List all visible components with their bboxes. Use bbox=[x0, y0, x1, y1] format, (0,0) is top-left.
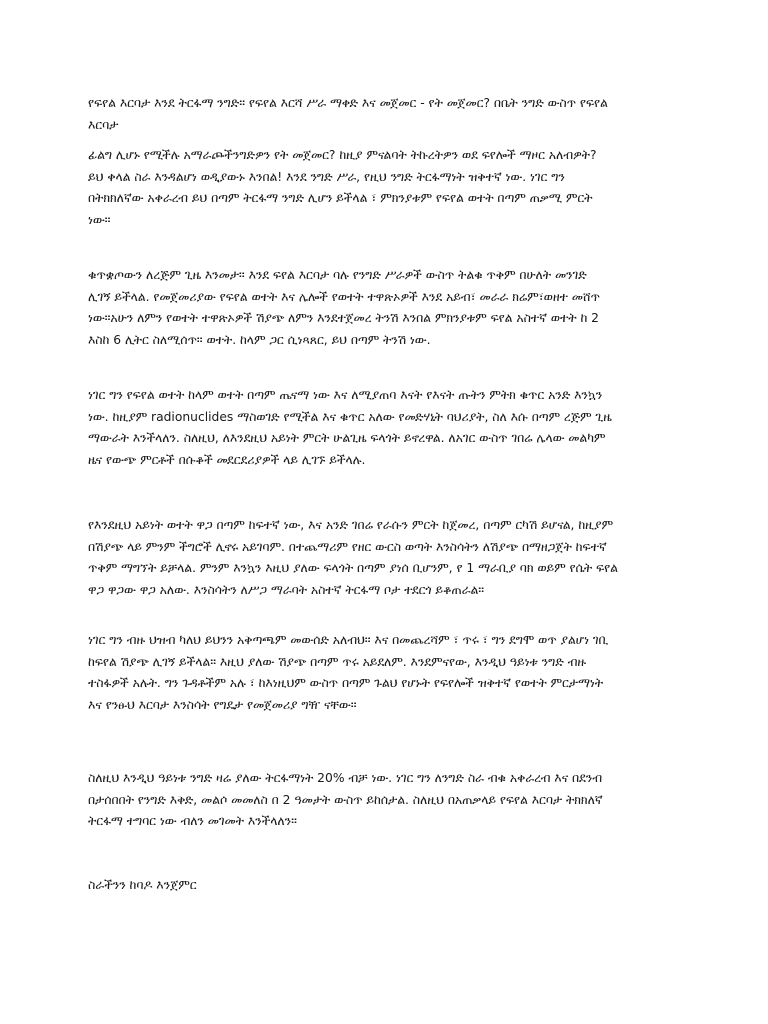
paragraph-price bbox=[88, 515, 688, 601]
paragraph-line: ማውራት እንችላለን. ስለዚህ, ለእንደዚህ አይነት ምርት ሁልጊዜ ፍላጎት ይኖረዋል. ለአገር ውስጥ ገበሬ ሌላው መልካም bbox=[88, 431, 606, 445]
paragraph-line: በትክክለኛው አቀራረብ ይህ በጣም ትርፋማ ንግድ ሊሆን ይችላል ፣ ምክንያቱም የፍየል ወተት በጣም ጠቃሚ ምርት bbox=[88, 191, 593, 205]
paragraph-line: እስከ 6 ሊትር ስለሚሰጥ። ወተት. ከላም ጋር ሲነጻጸር, ይህ በጣም ትንሽ ነው. bbox=[88, 332, 431, 347]
paragraph-health bbox=[88, 385, 688, 471]
paragraph-line: ተስፋዎች አሉት. ግን ጉዳቶችም አሉ ፣ ከእነዚህም ውስጥ በጣም ጉልህ የሆኑት የፍየሎች ዝቅተኛ የወተት ምርታማነት bbox=[88, 676, 604, 690]
paragraph-line: ነገር ግን ብዙ ህዝብ ካለህ ይህንን አቅጣጫም መውሰድ አለብህ። እና በመጨረሻም ፣ ጥሩ ፣ ግን ደግሞ ወጥ ያልሆነ ገቢ bbox=[88, 633, 609, 647]
paragraph-line: ሊገኝ ይችላል. የመጀመሪያው የፍየል ወተት እና ሌሎች የወተት ተዋጽኦዎች እንደ አይብ፣ መራራ ክሬም፣ወዘተ መሸጥ bbox=[88, 289, 600, 304]
paragraph-line: ትርፋማ ተግባር ነው ብለን መገመት እንችላለን። bbox=[88, 814, 297, 828]
paragraph-intro bbox=[88, 145, 688, 231]
paragraph-drawbacks bbox=[88, 630, 688, 716]
paragraph-line: በታሰበበት የንግድ እቅድ, መልሶ መመለስ በ 2 ዓመታት ውስጥ ይከሰታል. ስለዚህ በአጠቃላይ የፍየል እርባታ ትክክለኛ bbox=[88, 792, 603, 807]
paragraph-line: እርባታ bbox=[88, 117, 119, 132]
paragraph-line: ስለዚህ እንዲህ ዓይነቱ ንግድ ዛሬ ያለው ትርፋማነት 20% ብቻ ነው. ነገር ግን ለንግድ ስራ ብቁ አቀራረብ እና በደንብ bbox=[88, 771, 602, 785]
paragraph-profitability bbox=[88, 768, 688, 833]
paragraph-title bbox=[88, 93, 688, 136]
paragraph-line: ስራችንን ከባዶ እንጀምር bbox=[88, 878, 197, 892]
section-heading bbox=[88, 875, 688, 897]
paragraph-benefits bbox=[88, 265, 688, 351]
paragraph-line: ነው. ከዚያም radionuclides ማስወገድ የሚችል እና ቁጥር አለው የመድሃኒት ባህሪያት, ስለ እሱ በጣም ረጅም ጊዜ bbox=[88, 409, 612, 424]
paragraph-line: የፍየል እርባታ እንደ ትርፋማ ንግድ። የፍየል እርሻ ሥራ ማቀድ እና መጀመር - የት መጀመር? በቤት ንግድ ውስጥ የፍየል bbox=[88, 96, 608, 110]
paragraph-line: ነገር ግን የፍየል ወተት ከላም ወተት በጣም ጤናማ ነው እና ለሚያጠባ እናት የእናት ጡትን ምትክ ቁጥር አንድ እንኳን bbox=[88, 388, 603, 402]
paragraph-line: ጥቅም ማግኘት ይቻላል. ምንም እንኳን እዚህ ያለው ፍላጎት በጣም ያነሰ ቢሆንም, የ 1 ማራቢያ ባክ ወይም የሴት ፍየል bbox=[88, 561, 618, 575]
paragraph-line: ፊልግ ሊሆኑ የሚችሉ አማራጮችንግድዎን የት መጀመር? ከዚያ ምናልባት ትኩረትዎን ወደ ፍየሎች ማዞር አለብዎት? bbox=[88, 148, 597, 162]
paragraph-line: ነው።አሁን ለምን የወተት ተዋጽኦዎች ሽያጭ ለምን እንደተጀመረ ትንሽ እንበል ምክንያቱም ፍየል አስተኛ ወተት ከ 2 bbox=[88, 311, 599, 325]
paragraph-line: ይህ ቀላል ስራ እንዳልሆነ ወዲያውኑ እንበል! እንደ ንግድ ሥራ, የዚህ ንግድ ትርፋማነት ዝቅተኛ ነው. ነገር ግን bbox=[88, 169, 565, 184]
paragraph-line: ከፍየል ሽያጭ ሊገኝ ይችላል። እዚህ ያለው ሽያጭ በጣም ጥሩ አይደለም. እንደምናየው, እንዲህ ዓይነቱ ንግድ ብዙ bbox=[88, 654, 587, 669]
paragraph-line: የእንደዚህ አይነት ወተት ዋጋ በጣም ከፍተኛ ነው, እና አንድ ገበሬ የራሱን ምርት ከጀመረ, በጣም ርካሽ ይሆናል, ከዚያም bbox=[88, 518, 613, 532]
paragraph-line: እና የንፁህ እርባታ እንስሳት የግዴታ የመጀመሪያ ግዥ ናቸው። bbox=[88, 697, 357, 712]
paragraph-line: ዜና የውጭ ምርቶች በሱቆች መደርደሪያዎች ላይ ሊገኙ ይችላሉ. bbox=[88, 452, 366, 467]
paragraph-line: በሽያጭ ላይ ምንም ችግሮች ሊኖሩ አይገባም. በተጨማሪም የዘር ውርስ ወጣት እንስሳትን ለሽያጭ በማዘጋጀት ከፍተኛ bbox=[88, 539, 607, 554]
paragraph-line: ነው። bbox=[88, 212, 111, 227]
paragraph-line: ዋጋ ዋጋው ዋጋ አለው. እንስሳትን ለሥጋ ማራባት አስተኛ ትርፋማ ቦታ ተደርጎ ይቆጠራል። bbox=[88, 582, 484, 597]
paragraph-line: ቁጥቋጦውን ለረጅም ጊዜ እንመታ። እንደ ፍየል እርባታ ባሉ የንግድ ሥራዎች ውስጥ ትልቁ ጥቅም በሁለት መንገድ bbox=[88, 268, 587, 282]
